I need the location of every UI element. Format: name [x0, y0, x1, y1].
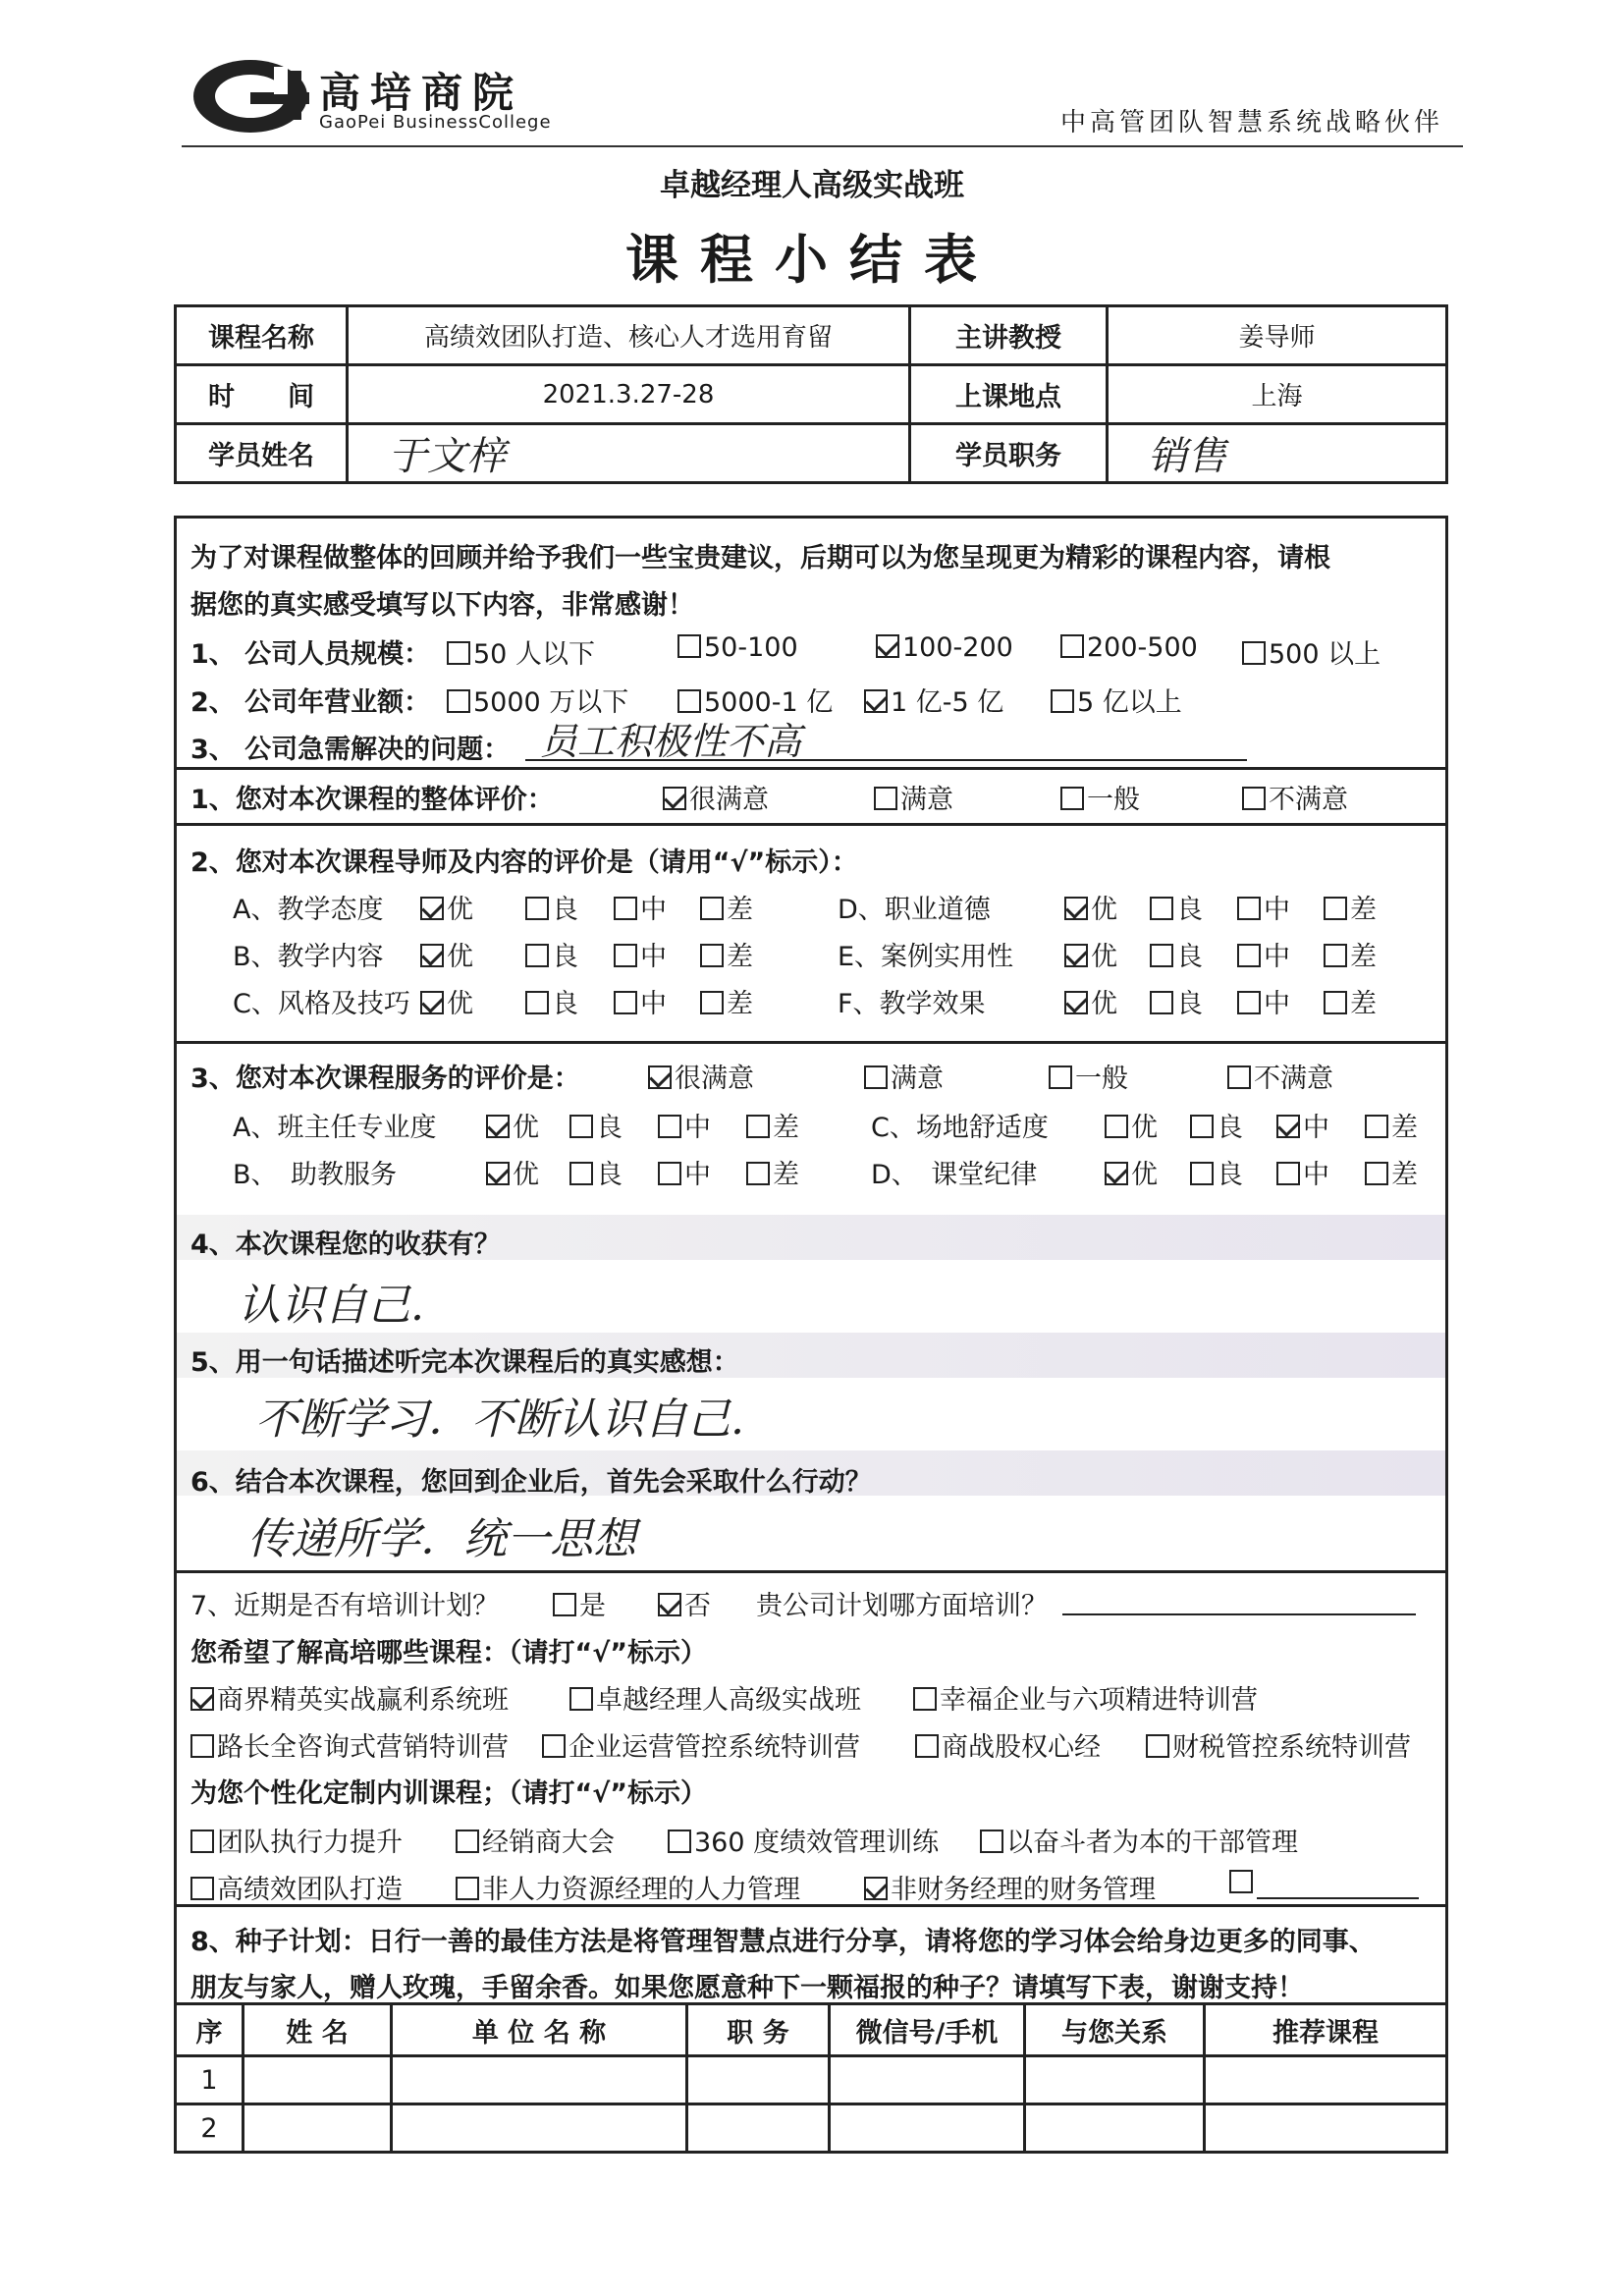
- table-cell[interactable]: [830, 2056, 1025, 2104]
- checkbox-icon[interactable]: [1324, 897, 1347, 920]
- course-name-value: 高绩效团队打造、核心人才选用育留: [348, 306, 910, 365]
- urgent-problem-answer[interactable]: 员工积极性不高: [540, 720, 802, 763]
- course-info-table: [174, 304, 1448, 484]
- checkbox-icon[interactable]: [1237, 991, 1261, 1014]
- col-header-position: 职 务: [687, 2004, 830, 2056]
- service-eval-grade-option[interactable]: 良: [569, 1106, 623, 1144]
- student-name-value[interactable]: 于文梓: [348, 424, 910, 483]
- company-size-option[interactable]: 50 人以下: [447, 632, 595, 671]
- form-subtitle: 卓越经理人高级实战班: [660, 168, 964, 203]
- course-option[interactable]: 商界精英实战赢利系统班: [190, 1678, 509, 1717]
- table-row: [176, 2056, 1447, 2104]
- checkbox-icon[interactable]: [1276, 1162, 1300, 1185]
- checkbox-icon[interactable]: [1242, 641, 1266, 665]
- checkbox-icon[interactable]: [1060, 787, 1084, 810]
- teacher-eval-grade-option[interactable]: 中: [1237, 982, 1290, 1020]
- actions-section: [174, 1450, 1448, 1573]
- overall-option[interactable]: 满意: [874, 778, 953, 816]
- student-position-value[interactable]: 销售: [1108, 424, 1447, 483]
- gains-section: [174, 1215, 1448, 1336]
- checkbox-checked-icon[interactable]: [420, 944, 444, 967]
- time-value: 2021.3.27-28: [348, 365, 910, 424]
- service-eval-grade-option[interactable]: 良: [569, 1153, 623, 1191]
- teacher-eval-item-label: D、职业道德: [838, 895, 991, 925]
- overall-option[interactable]: 不满意: [1242, 778, 1348, 816]
- company-info-section: [174, 516, 1448, 770]
- service-eval-grade-option[interactable]: 差: [1365, 1153, 1418, 1191]
- service-eval-grade-option[interactable]: 差: [1365, 1106, 1418, 1144]
- checkbox-checked-icon[interactable]: [420, 897, 444, 920]
- checkbox-icon[interactable]: [1365, 1162, 1388, 1185]
- checkbox-icon[interactable]: [447, 641, 470, 665]
- table-cell[interactable]: [830, 2104, 1025, 2153]
- teacher-eval-grade-option[interactable]: 优: [1064, 888, 1117, 926]
- service-eval-grade-option[interactable]: 优: [486, 1106, 539, 1144]
- teacher-label: 主讲教授: [910, 306, 1108, 365]
- service-eval-grade-option[interactable]: 差: [746, 1106, 799, 1144]
- checkbox-icon[interactable]: [1242, 787, 1266, 810]
- teacher-eval-grade-option[interactable]: 良: [525, 982, 578, 1020]
- course-option[interactable]: 商战股权心经: [915, 1725, 1101, 1764]
- teacher-eval-grade-option[interactable]: 差: [700, 935, 753, 973]
- checkbox-icon[interactable]: [913, 1687, 937, 1711]
- service-overall-option[interactable]: 满意: [864, 1057, 944, 1095]
- overall-option[interactable]: 一般: [1060, 778, 1140, 816]
- service-overall-option[interactable]: 不满意: [1227, 1057, 1333, 1095]
- logo-english-name: GaoPei BusinessCollege: [319, 112, 552, 133]
- place-value: 上海: [1108, 365, 1447, 424]
- company-revenue-option[interactable]: 1 亿-5 亿: [864, 681, 1003, 719]
- table-cell[interactable]: [392, 2056, 687, 2104]
- training-plan-question: 贵公司计划哪方面培训？: [756, 1591, 1048, 1621]
- checkbox-icon[interactable]: [1049, 1066, 1072, 1089]
- student-position-label: 学员职务: [910, 424, 1108, 483]
- checkbox-icon[interactable]: [1190, 1162, 1214, 1185]
- intro-text-line1: 为了对课程做整体的回顾并给予我们一些宝贵建议，后期可以为您呈现更为精彩的课程内容，请根: [190, 543, 1330, 574]
- checkbox-icon[interactable]: [700, 991, 724, 1014]
- checkbox-icon[interactable]: [1229, 1870, 1253, 1893]
- custom-course-option[interactable]: 360 度绩效管理训练: [668, 1821, 939, 1859]
- checkbox-icon[interactable]: [1051, 689, 1074, 713]
- checkbox-icon[interactable]: [190, 1830, 214, 1853]
- company-size-option[interactable]: 200-500: [1060, 632, 1198, 663]
- checkbox-icon[interactable]: [915, 1734, 939, 1758]
- col-header-name: 姓 名: [244, 2004, 392, 2056]
- checkbox-icon[interactable]: [525, 944, 549, 967]
- checkbox-icon[interactable]: [1150, 991, 1173, 1014]
- checkbox-icon[interactable]: [190, 1734, 214, 1758]
- header-slogan: 中高管团队智慧系统战略伙伴: [1060, 108, 1444, 137]
- checkbox-icon[interactable]: [456, 1830, 479, 1853]
- service-eval-grade-option[interactable]: 中: [658, 1153, 711, 1191]
- checkbox-icon[interactable]: [1365, 1115, 1388, 1138]
- checkbox-icon[interactable]: [658, 1115, 681, 1138]
- teacher-eval-grade-option[interactable]: 良: [1150, 982, 1203, 1020]
- teacher-eval-grade-option[interactable]: 中: [1237, 888, 1290, 926]
- urgent-problem-label: 3、 公司急需解决的问题：: [190, 735, 511, 765]
- checkbox-icon[interactable]: [614, 991, 637, 1014]
- gains-answer[interactable]: 认识自己.: [238, 1281, 424, 1331]
- teacher-eval-grade-option[interactable]: 良: [1150, 935, 1203, 973]
- teacher-eval-item-label: A、教学态度: [233, 895, 384, 925]
- service-eval-grade-option[interactable]: 中: [658, 1106, 711, 1144]
- service-eval-grade-option[interactable]: 中: [1276, 1106, 1329, 1144]
- seed-plan-text-line1: 8、种子计划：日行一善的最佳方法是将管理智慧点进行分享，请将您的学习体会给身边更多的同事、: [190, 1927, 1376, 1957]
- company-revenue-option[interactable]: 5 亿以上: [1051, 681, 1182, 719]
- row-number: 1: [176, 2056, 244, 2104]
- service-eval-item-label: A、班主任专业度: [233, 1113, 437, 1143]
- checkbox-icon[interactable]: [614, 897, 637, 920]
- teacher-eval-grade-option[interactable]: 优: [420, 935, 473, 973]
- teacher-eval-item-label: E、案例实用性: [838, 942, 1014, 972]
- checkbox-icon[interactable]: [1324, 944, 1347, 967]
- teacher-value: 姜导师: [1108, 306, 1447, 365]
- feelings-answer[interactable]: 不断学习．不断认识自己.: [255, 1394, 744, 1445]
- overall-evaluation-section: [174, 764, 1448, 826]
- company-size-option[interactable]: 500 以上: [1242, 632, 1380, 671]
- checkbox-icon[interactable]: [1237, 944, 1261, 967]
- overall-evaluation-label: 1、您对本次课程的整体评价：: [190, 785, 554, 815]
- company-revenue-label: 2、 公司年营业额：: [190, 687, 431, 718]
- checkbox-icon[interactable]: [569, 1115, 593, 1138]
- actions-label: 6、结合本次课程，您回到企业后，首先会采取什么行动？: [190, 1467, 872, 1498]
- seed-plan-section: [174, 1904, 1448, 2002]
- training-plan-no[interactable]: 否: [658, 1584, 711, 1622]
- checkbox-icon[interactable]: [553, 1593, 576, 1616]
- custom-course-option[interactable]: 非人力资源经理的人力管理: [456, 1868, 800, 1906]
- checkbox-icon[interactable]: [542, 1734, 566, 1758]
- col-header-company: 单 位 名 称: [392, 2004, 687, 2056]
- company-size-option[interactable]: 50-100: [677, 632, 798, 663]
- teacher-eval-grade-option[interactable]: 差: [700, 982, 753, 1020]
- checkbox-icon[interactable]: [746, 1115, 770, 1138]
- teacher-eval-grade-option[interactable]: 中: [1237, 935, 1290, 973]
- checkbox-checked-icon[interactable]: [663, 787, 686, 810]
- referral-table: [174, 2002, 1448, 2154]
- service-overall-option[interactable]: 很满意: [648, 1057, 754, 1095]
- col-header-no: 序: [176, 2004, 244, 2056]
- teacher-eval-grade-option[interactable]: 差: [1324, 888, 1377, 926]
- col-header-course: 推荐课程: [1205, 2004, 1447, 2056]
- custom-course-option[interactable]: 高绩效团队打造: [190, 1868, 403, 1906]
- teacher-eval-grade-option[interactable]: 良: [525, 935, 578, 973]
- checkbox-icon[interactable]: [1060, 634, 1084, 658]
- custom-course-option[interactable]: 非财务经理的财务管理: [864, 1868, 1156, 1906]
- table-cell[interactable]: [1205, 2056, 1447, 2104]
- course-name-label: 课程名称: [176, 306, 348, 365]
- course-option[interactable]: 企业运营管控系统特训营: [542, 1725, 860, 1764]
- table-cell[interactable]: [392, 2104, 687, 2153]
- gains-label: 4、本次课程您的收获有？: [190, 1229, 501, 1260]
- place-label: 上课地点: [910, 365, 1108, 424]
- referral-header-row: [176, 2004, 1447, 2056]
- seed-plan-text-line2: 朋友与家人，赠人玫瑰，手留余香。如果您愿意种下一颗福报的种子？请填写下表，谢谢支持！: [190, 1973, 1304, 2003]
- teacher-eval-grade-option[interactable]: 良: [525, 888, 578, 926]
- checkbox-icon[interactable]: [668, 1830, 691, 1853]
- company-size-option[interactable]: 100-200: [876, 632, 1013, 663]
- checkbox-checked-icon[interactable]: [648, 1066, 672, 1089]
- checkbox-icon[interactable]: [746, 1162, 770, 1185]
- custom-other-option[interactable]: [1229, 1868, 1256, 1898]
- checkbox-checked-icon[interactable]: [420, 991, 444, 1014]
- checkbox-icon[interactable]: [1237, 897, 1261, 920]
- training-plan-label: 7、近期是否有培训计划？: [190, 1591, 500, 1621]
- checkbox-checked-icon[interactable]: [864, 1877, 888, 1900]
- teacher-eval-grade-option[interactable]: 优: [420, 982, 473, 1020]
- actions-answer[interactable]: 传递所学．统一思想: [247, 1514, 636, 1564]
- checkbox-checked-icon[interactable]: [486, 1162, 510, 1185]
- checkbox-icon[interactable]: [525, 991, 549, 1014]
- overall-option[interactable]: 很满意: [663, 778, 769, 816]
- teacher-eval-grade-option[interactable]: 中: [614, 888, 667, 926]
- form-title: 课程小结表: [625, 229, 999, 291]
- training-plan-section: [174, 1570, 1448, 1907]
- courses-label: 您希望了解高培哪些课程：（请打“√”标示）: [190, 1638, 707, 1668]
- company-size-label: 1、 公司人员规模：: [190, 639, 431, 670]
- checkbox-icon[interactable]: [1190, 1115, 1214, 1138]
- table-cell[interactable]: [1025, 2056, 1205, 2104]
- student-name-label: 学员姓名: [176, 424, 348, 483]
- checkbox-icon[interactable]: [700, 897, 724, 920]
- course-option[interactable]: 路长全咨询式营销特训营: [190, 1725, 509, 1764]
- custom-course-option[interactable]: 团队执行力提升: [190, 1821, 403, 1859]
- col-header-relation: 与您关系: [1025, 2004, 1205, 2056]
- checkbox-icon[interactable]: [569, 1162, 593, 1185]
- service-overall-option[interactable]: 一般: [1049, 1057, 1128, 1095]
- checkbox-icon[interactable]: [1227, 1066, 1251, 1089]
- checkbox-icon[interactable]: [980, 1830, 1003, 1853]
- company-revenue-option[interactable]: 5000-1 亿: [677, 681, 833, 719]
- checkbox-checked-icon[interactable]: [486, 1115, 510, 1138]
- checkbox-checked-icon[interactable]: [1276, 1115, 1300, 1138]
- checkbox-icon[interactable]: [525, 897, 549, 920]
- checkbox-icon[interactable]: [700, 944, 724, 967]
- table-cell[interactable]: [687, 2104, 830, 2153]
- teacher-evaluation-section: [174, 823, 1448, 1044]
- teacher-eval-grade-option[interactable]: 优: [1064, 982, 1117, 1020]
- teacher-eval-item-label: C、风格及技巧: [233, 989, 410, 1019]
- teacher-eval-grade-option[interactable]: 中: [614, 982, 667, 1020]
- logo-chinese-name: 高培商院: [319, 69, 524, 117]
- service-eval-grade-option[interactable]: 优: [1105, 1106, 1158, 1144]
- checkbox-icon[interactable]: [447, 689, 470, 713]
- custom-course-option[interactable]: 以奋斗者为本的干部管理: [980, 1821, 1298, 1859]
- service-eval-grade-option[interactable]: 中: [1276, 1153, 1329, 1191]
- checkbox-checked-icon[interactable]: [1064, 991, 1088, 1014]
- teacher-eval-grade-option[interactable]: 差: [700, 888, 753, 926]
- checkbox-icon[interactable]: [456, 1877, 479, 1900]
- gaopei-logo-icon: [191, 57, 319, 136]
- teacher-eval-grade-option[interactable]: 中: [614, 935, 667, 973]
- row-number: 2: [176, 2104, 244, 2153]
- service-eval-grade-option[interactable]: 优: [486, 1153, 539, 1191]
- checkbox-checked-icon[interactable]: [1064, 944, 1088, 967]
- table-cell[interactable]: [1205, 2104, 1447, 2153]
- service-eval-grade-option[interactable]: 差: [746, 1153, 799, 1191]
- checkbox-icon[interactable]: [677, 689, 701, 713]
- company-revenue-option[interactable]: 5000 万以下: [447, 681, 628, 719]
- teacher-eval-grade-option[interactable]: 差: [1324, 935, 1377, 973]
- service-eval-item-label: B、 助教服务: [233, 1160, 398, 1190]
- service-evaluation-section: [174, 1041, 1448, 1218]
- checkbox-checked-icon[interactable]: [1105, 1162, 1128, 1185]
- table-row: [176, 2104, 1447, 2153]
- teacher-eval-grade-option[interactable]: 优: [1064, 935, 1117, 973]
- checkbox-icon[interactable]: [614, 944, 637, 967]
- course-option[interactable]: 卓越经理人高级实战班: [569, 1678, 861, 1717]
- feelings-section: [174, 1333, 1448, 1453]
- teacher-eval-item-label: B、教学内容: [233, 942, 384, 972]
- service-evaluation-label: 3、您对本次课程服务的评价是：: [190, 1064, 580, 1094]
- table-cell[interactable]: [244, 2104, 392, 2153]
- time-label: 时 间: [176, 365, 348, 424]
- service-eval-grade-option[interactable]: 良: [1190, 1153, 1243, 1191]
- table-cell[interactable]: [687, 2056, 830, 2104]
- custom-training-label: 为您个性化定制内训课程；（请打“√”标示）: [190, 1778, 707, 1809]
- intro-text-line2: 据您的真实感受填写以下内容，非常感谢！: [190, 590, 694, 621]
- service-eval-grade-option[interactable]: 良: [1190, 1106, 1243, 1144]
- service-eval-grade-option[interactable]: 优: [1105, 1153, 1158, 1191]
- checkbox-checked-icon[interactable]: [190, 1687, 214, 1711]
- checkbox-icon[interactable]: [190, 1877, 214, 1900]
- teacher-eval-grade-option[interactable]: 差: [1324, 982, 1377, 1020]
- checkbox-icon[interactable]: [569, 1687, 593, 1711]
- table-cell[interactable]: [244, 2056, 392, 2104]
- checkbox-icon[interactable]: [864, 1066, 888, 1089]
- header-divider: [182, 145, 1463, 147]
- training-plan-input-line[interactable]: [1062, 1613, 1416, 1615]
- checkbox-checked-icon[interactable]: [876, 634, 899, 658]
- checkbox-checked-icon[interactable]: [1064, 897, 1088, 920]
- checkbox-icon[interactable]: [1146, 1734, 1169, 1758]
- course-option[interactable]: 幸福企业与六项精进特训营: [913, 1678, 1258, 1717]
- table-cell[interactable]: [1025, 2104, 1205, 2153]
- teacher-evaluation-label: 2、您对本次课程导师及内容的评价是（请用“√”标示）：: [190, 847, 858, 878]
- course-option[interactable]: 财税管控系统特训营: [1146, 1725, 1411, 1764]
- checkbox-icon[interactable]: [1105, 1115, 1128, 1138]
- checkbox-icon[interactable]: [1324, 991, 1347, 1014]
- custom-course-option[interactable]: 经销商大会: [456, 1821, 615, 1859]
- checkbox-checked-icon[interactable]: [658, 1593, 681, 1616]
- custom-other-input-line[interactable]: [1257, 1897, 1419, 1899]
- checkbox-icon[interactable]: [1150, 944, 1173, 967]
- checkbox-checked-icon[interactable]: [864, 689, 888, 713]
- col-header-wechat: 微信号/手机: [830, 2004, 1025, 2056]
- checkbox-icon[interactable]: [874, 787, 897, 810]
- teacher-eval-grade-option[interactable]: 优: [420, 888, 473, 926]
- checkbox-icon[interactable]: [677, 634, 701, 658]
- checkbox-icon[interactable]: [1150, 897, 1173, 920]
- service-eval-item-label: C、场地舒适度: [871, 1113, 1049, 1143]
- feelings-label: 5、用一句话描述听完本次课程后的真实感想：: [190, 1347, 739, 1378]
- teacher-eval-item-label: F、教学效果: [838, 989, 986, 1019]
- training-plan-yes[interactable]: 是: [553, 1584, 606, 1622]
- teacher-eval-grade-option[interactable]: 良: [1150, 888, 1203, 926]
- service-eval-item-label: D、 课堂纪律: [871, 1160, 1038, 1190]
- checkbox-icon[interactable]: [658, 1162, 681, 1185]
